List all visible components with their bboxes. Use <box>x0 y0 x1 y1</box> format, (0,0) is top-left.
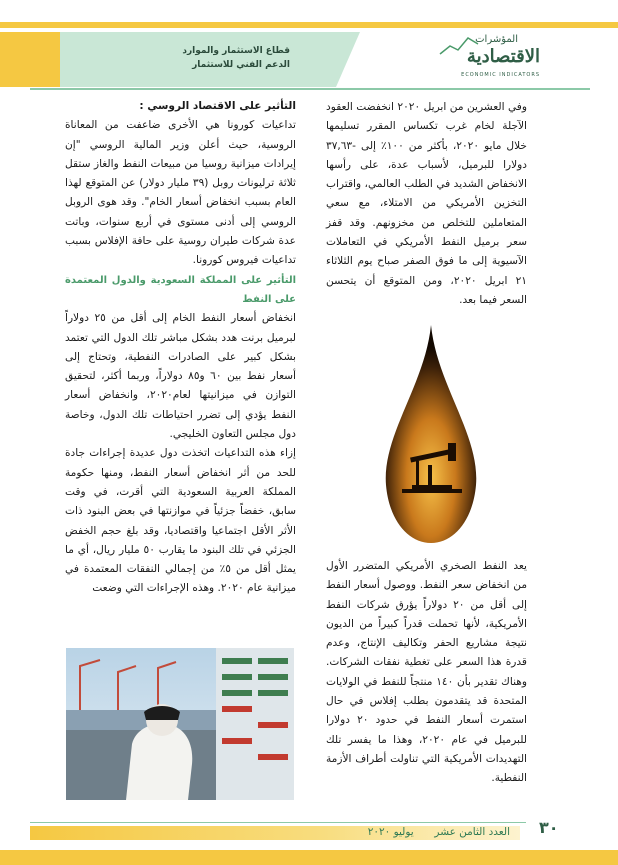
left-column <box>65 97 296 599</box>
right-column-bottom <box>326 557 527 789</box>
bottom-stripe <box>0 850 618 865</box>
logo-english-text: ECONOMIC INDICATORS <box>461 72 540 78</box>
section-heading-saudi: التأثير على المملكة السعودية والدول المعتمدة على النفط <box>65 274 296 305</box>
sector-line-2: الدعم الفني للاستثمار <box>192 60 290 70</box>
right-paragraph-2: يعد النفط الصخري الأمريكي المتضرر الأول من انخفاض سعر النفط. ووصول أسعار النفط إلى أقل من ٢٠ دولاراً يؤرق شركات النفط الأمريكية، لأنها تحملت قدراً كبيراً من الديون نتيجة مشاريع الحفر وتكاليف الإنتاج، وعدم قدرة هذا السعر على تغطية نفقات الشركات. وهناك تقدير بأن ١٤٠ منتجاً للنفط في الولايات المتحدة قد يتقدمون بطلب إفلاس في حال استمرت أسعار النفط في حدود ٢٠ دولارا للبرميل في عام ٢٠٢٠، وهذا ما يفسر تلك التهديدات الأمريكية التي تناولت أطراف الأزمة النفطية. <box>326 560 527 785</box>
sector-line-1: قطاع الاستثمار والموارد <box>182 46 290 56</box>
footer-date: يوليو ٢٠٢٠ <box>367 826 414 838</box>
publication-logo <box>420 32 540 82</box>
left-paragraph-2: انخفاض أسعار النفط الخام إلى أقل من ٢٥ دولاراً لبرميل برنت هدد بشكل مباشر تلك الدول التي تعتمد بشكل كبير على الصادرات النفطية، وتحتاج إلى أسعار نفط بين ٦٠ و٨٥ دولاراً، وربما أكثر، لتحقيق التوازن في ميزانيتها لعام٢٠٢٠، وانخفاض أسعار النفط يؤدي إلى تضرر احتياطات تلك الدول، وخاصة دول مجلس التعاون الخليجي. <box>65 312 297 441</box>
right-column-top <box>326 98 527 310</box>
trader-photo-illustration <box>66 648 294 800</box>
market-photo <box>66 648 294 800</box>
header-yellow-block <box>0 32 60 87</box>
left-paragraph-3: إزاء هذه التداعيات اتخذت دول عديدة إجراءات جادة للحد من أثر انخفاض أسعار النفط، ومنها حكومة المملكة العربية السعودية التي أقرت، في وقت سابق، خفضاً جزئياً في موازنتها في بعض البنود ذات الأثر الأقل اجتماعيا واقتصاديا، وقد بلغ حجم الخفض الجزئي في تلك البنود ما يقارب ٥٠ مليار ريال، أي ما يمثل أقل من ٥٪ من إجمالي النفقات المعتمدة في ميزانية عام ٢٠٢٠. وهذه الإجراءات التي وضعت <box>65 447 296 595</box>
page-number: ٣٠ <box>539 818 559 837</box>
section-heading-russia: التأثير على الاقتصاد الروسي : <box>139 100 296 112</box>
top-margin <box>0 0 618 22</box>
oil-drop-image <box>382 325 480 545</box>
footer-issue: العدد الثامن عشر <box>434 826 510 838</box>
right-paragraph-1: وفي العشرين من ابريل ٢٠٢٠ انخفضت العقود الآجلة لخام غرب تكساس المقرر تسليمها خلال مايو ٢٠٢٠، بأكثر من ١٠٠٪ إلى -٣٧,٦٣ دولارا للبرميل، لأسباب عدة، على رأسها الانخفاض الشديد في الطلب العالمي، واقتراب التخزين الأمريكي من الامتلاء، مع سعي المتعاملين للتخلص من مخزونهم. وقد قفز سعر برميل النفط الأمريكي في التعاملات الآسيوية إلى ما فوق الصفر صباح يوم الثلاثاء ٢١ ابريل ٢٠٢٠، ومن المتوقع أن يتحسن السعر فيما بعد. <box>326 101 527 306</box>
logo-main-text: الاقتصادية <box>466 46 540 67</box>
footer-issue-info <box>60 826 510 838</box>
sector-name <box>110 44 290 72</box>
footer-divider <box>30 822 526 823</box>
header-divider <box>30 88 590 90</box>
top-stripe <box>0 22 618 28</box>
logo-top-text: المؤشرات <box>475 34 518 45</box>
left-paragraph-1: تداعيات كورونا هي الأخرى ضاعفت من المعاناة الروسية، حيث أعلن وزير المالية الروسي "إن إيرادات ميزانية روسيا من مبيعات النفط والغاز ستقل ثلاثة ترليونات روبل (٣٩ مليار دولار) عن المتوقع لهذا العام بسبب انخفاض أسعار الخام". وقد هوى الروبل الروسي إلى أدنى مستوى في أربع سنوات، وباتت عدة شركات طيران روسية على حافة الإفلاس بسبب تداعيات فيروس كورونا. <box>65 119 296 267</box>
oil-drop-illustration <box>382 325 480 545</box>
